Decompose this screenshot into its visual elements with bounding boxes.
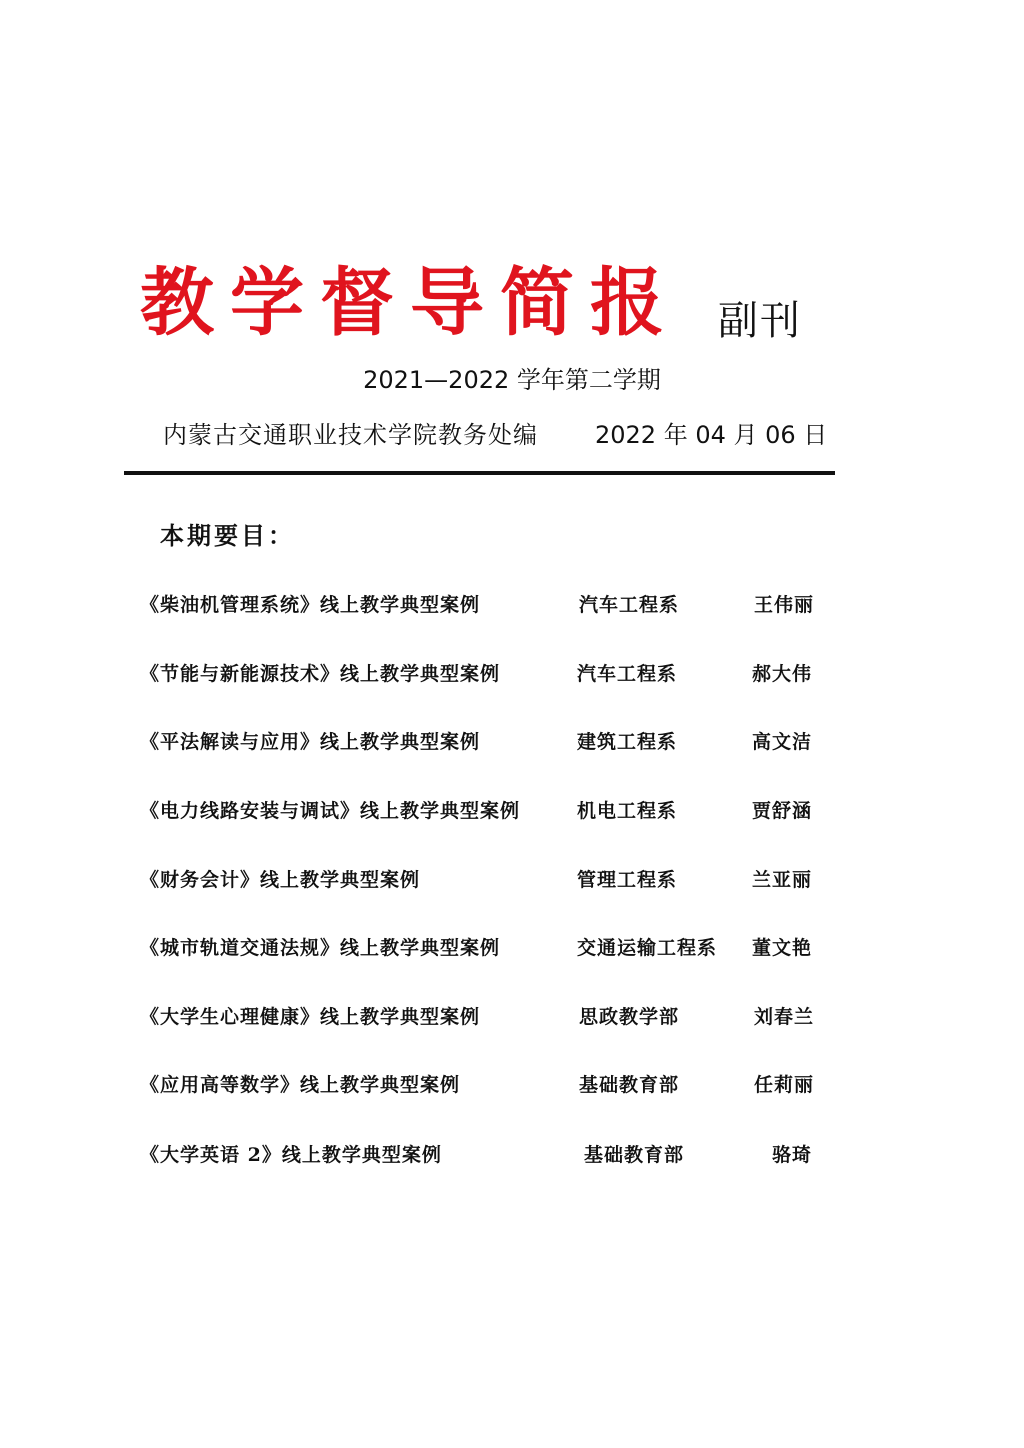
contents-item [0,794,1024,828]
contents-item [0,657,1024,691]
issue-date: 2022 年 04 月 06 日 [595,421,828,449]
contents-item-author: 贾舒涵 [752,800,813,822]
contents-item [0,931,1024,965]
bulletin-title: 教学督导简报 [140,260,680,346]
publisher: 内蒙古交通职业技术学院教务处编 [163,421,538,449]
contents-item-author: 高文洁 [752,731,813,753]
contents-heading: 本期要目： [160,522,295,550]
contents-item-author: 兰亚丽 [752,869,813,891]
contents-item-title: 《柴油机管理系统》线上教学典型案例 [140,594,481,616]
contents-item-author: 王伟丽 [754,594,815,616]
contents-item-department: 基础教育部 [579,1074,680,1096]
contents-item-department: 基础教育部 [584,1144,685,1166]
contents-item [0,1000,1024,1034]
contents-item-department: 思政教学部 [579,1006,680,1028]
contents-item [0,588,1024,622]
contents-item-department: 机电工程系 [577,800,678,822]
contents-item-department: 汽车工程系 [577,663,678,685]
contents-item [0,863,1024,897]
contents-item [0,1138,1024,1172]
contents-item [0,1068,1024,1102]
contents-item-title: 《应用高等数学》线上教学典型案例 [140,1074,461,1096]
contents-item-title: 《城市轨道交通法规》线上教学典型案例 [140,937,501,959]
contents-item-department: 汽车工程系 [579,594,680,616]
contents-item-author: 董文艳 [752,937,813,959]
contents-item-title: 《大学生心理健康》线上教学典型案例 [140,1006,481,1028]
academic-term: 2021—2022 学年第二学期 [363,366,661,394]
contents-item-title: 《大学英语 2》线上教学典型案例 [140,1144,442,1166]
contents-item-department: 交通运输工程系 [577,937,718,959]
supplement-label: 副刊 [718,298,802,344]
contents-item [0,725,1024,759]
contents-item-title: 《平法解读与应用》线上教学典型案例 [140,731,481,753]
contents-item-author: 郝大伟 [752,663,813,685]
contents-item-title: 《财务会计》线上教学典型案例 [140,869,421,891]
contents-item-author: 任莉丽 [754,1074,815,1096]
contents-item-title: 《节能与新能源技术》线上教学典型案例 [140,663,501,685]
contents-item-author: 骆琦 [772,1144,813,1166]
contents-item-department: 建筑工程系 [577,731,678,753]
contents-item-department: 管理工程系 [577,869,678,891]
contents-item-title: 《电力线路安装与调试》线上教学典型案例 [140,800,521,822]
contents-item-author: 刘春兰 [754,1006,815,1028]
